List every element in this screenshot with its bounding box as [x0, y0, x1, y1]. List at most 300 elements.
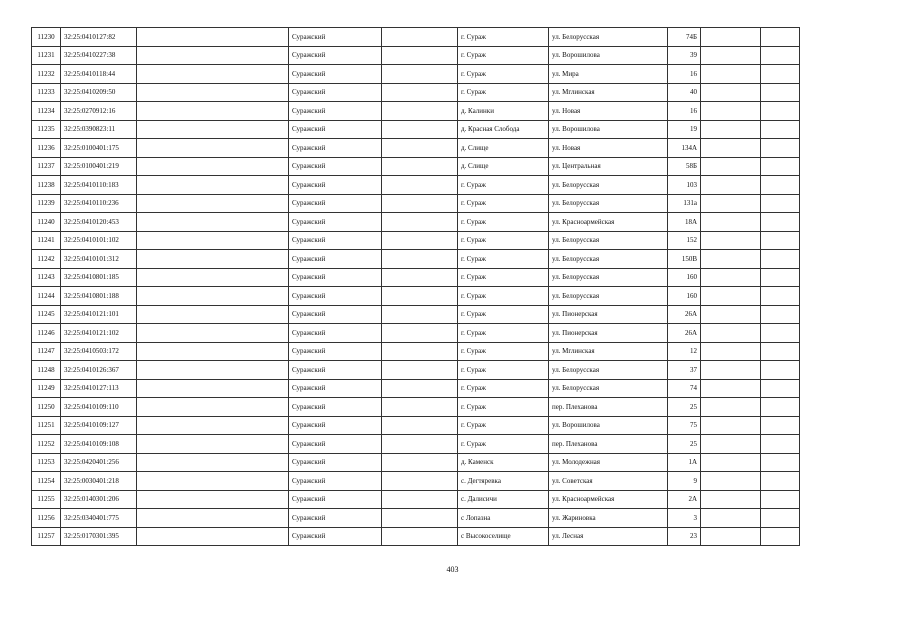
district-cell: Суражский: [289, 28, 382, 47]
district-cell: Суражский: [289, 120, 382, 139]
district-cell: Суражский: [289, 157, 382, 176]
empty-cell: [701, 102, 761, 121]
street-cell: ул. Белорусская: [549, 176, 668, 195]
district-cell: Суражский: [289, 139, 382, 158]
empty-cell: [382, 416, 458, 435]
page-number: 403: [446, 565, 459, 574]
cadastral-number-cell: 32:25:0410801:185: [61, 268, 137, 287]
street-cell: ул. Белорусская: [549, 250, 668, 269]
empty-cell: [137, 305, 289, 324]
street-cell: ул. Мглинская: [549, 342, 668, 361]
locality-cell: с. Дегтяревка: [458, 472, 549, 491]
empty-cell: [137, 379, 289, 398]
empty-cell: [761, 509, 800, 528]
locality-cell: г. Сураж: [458, 305, 549, 324]
row-number-cell: 11232: [32, 65, 61, 84]
table-row: [32, 527, 800, 546]
cadastral-number-cell: 32:25:0100401:175: [61, 139, 137, 158]
street-cell: ул. Белорусская: [549, 268, 668, 287]
empty-cell: [382, 342, 458, 361]
empty-cell: [382, 176, 458, 195]
table-row: [32, 416, 800, 435]
empty-cell: [701, 250, 761, 269]
empty-cell: [137, 83, 289, 102]
empty-cell: [701, 194, 761, 213]
street-cell: ул. Советская: [549, 472, 668, 491]
house-number-cell: 103: [668, 176, 701, 195]
row-number-cell: 11251: [32, 416, 61, 435]
table-row: [32, 324, 800, 343]
empty-cell: [701, 65, 761, 84]
empty-cell: [137, 342, 289, 361]
table-row: [32, 176, 800, 195]
table-row: [32, 342, 800, 361]
table-row: [32, 83, 800, 102]
row-number-cell: 11246: [32, 324, 61, 343]
house-number-cell: 40: [668, 83, 701, 102]
row-number-cell: 11248: [32, 361, 61, 380]
empty-cell: [137, 527, 289, 546]
district-cell: Суражский: [289, 527, 382, 546]
empty-cell: [761, 324, 800, 343]
locality-cell: г. Сураж: [458, 416, 549, 435]
table-row: [32, 102, 800, 121]
table-row: [32, 157, 800, 176]
empty-cell: [701, 28, 761, 47]
empty-cell: [137, 231, 289, 250]
street-cell: ул. Центральная: [549, 157, 668, 176]
empty-cell: [701, 490, 761, 509]
empty-cell: [701, 453, 761, 472]
district-cell: Суражский: [289, 102, 382, 121]
locality-cell: г. Сураж: [458, 250, 549, 269]
house-number-cell: 26А: [668, 324, 701, 343]
cadastral-number-cell: 32:25:0410126:367: [61, 361, 137, 380]
street-cell: ул. Молодежная: [549, 453, 668, 472]
locality-cell: г. Сураж: [458, 324, 549, 343]
row-number-cell: 11231: [32, 46, 61, 65]
empty-cell: [137, 268, 289, 287]
empty-cell: [701, 416, 761, 435]
cadastral-number-cell: 32:25:0410121:102: [61, 324, 137, 343]
empty-cell: [137, 324, 289, 343]
locality-cell: г. Сураж: [458, 194, 549, 213]
house-number-cell: 16: [668, 102, 701, 121]
cadastral-number-cell: 32:25:0140301:206: [61, 490, 137, 509]
empty-cell: [137, 194, 289, 213]
empty-cell: [761, 268, 800, 287]
house-number-cell: 12: [668, 342, 701, 361]
cadastral-number-cell: 32:25:0030401:218: [61, 472, 137, 491]
district-cell: Суражский: [289, 453, 382, 472]
empty-cell: [761, 472, 800, 491]
empty-cell: [382, 324, 458, 343]
empty-cell: [701, 398, 761, 417]
empty-cell: [382, 231, 458, 250]
empty-cell: [761, 28, 800, 47]
empty-cell: [761, 83, 800, 102]
locality-cell: г. Сураж: [458, 65, 549, 84]
empty-cell: [701, 157, 761, 176]
house-number-cell: 23: [668, 527, 701, 546]
row-number-cell: 11254: [32, 472, 61, 491]
row-number-cell: 11234: [32, 102, 61, 121]
empty-cell: [761, 194, 800, 213]
table-row: [32, 379, 800, 398]
empty-cell: [382, 213, 458, 232]
house-number-cell: 37: [668, 361, 701, 380]
cadastral-number-cell: 32:25:0410109:110: [61, 398, 137, 417]
street-cell: пер. Плеханова: [549, 398, 668, 417]
empty-cell: [382, 139, 458, 158]
table-row: [32, 268, 800, 287]
cadastral-number-cell: 32:25:0410120:453: [61, 213, 137, 232]
district-cell: Суражский: [289, 490, 382, 509]
street-cell: ул. Пионерская: [549, 324, 668, 343]
district-cell: Суражский: [289, 213, 382, 232]
cadastral-number-cell: 32:25:0420401:256: [61, 453, 137, 472]
cadastral-number-cell: 32:25:0410121:101: [61, 305, 137, 324]
table-row: [32, 287, 800, 306]
empty-cell: [701, 120, 761, 139]
empty-cell: [761, 435, 800, 454]
empty-cell: [382, 435, 458, 454]
empty-cell: [137, 46, 289, 65]
empty-cell: [761, 361, 800, 380]
locality-cell: г. Сураж: [458, 231, 549, 250]
empty-cell: [137, 398, 289, 417]
empty-cell: [137, 453, 289, 472]
empty-cell: [701, 361, 761, 380]
house-number-cell: 18А: [668, 213, 701, 232]
row-number-cell: 11253: [32, 453, 61, 472]
empty-cell: [701, 46, 761, 65]
district-cell: Суражский: [289, 509, 382, 528]
row-number-cell: 11256: [32, 509, 61, 528]
empty-cell: [137, 102, 289, 121]
empty-cell: [761, 379, 800, 398]
locality-cell: г. Сураж: [458, 213, 549, 232]
house-number-cell: 2А: [668, 490, 701, 509]
empty-cell: [137, 139, 289, 158]
house-number-cell: 74: [668, 379, 701, 398]
street-cell: ул. Белорусская: [549, 379, 668, 398]
row-number-cell: 11237: [32, 157, 61, 176]
cadastral-number-cell: 32:25:0410109:127: [61, 416, 137, 435]
district-cell: Суражский: [289, 342, 382, 361]
house-number-cell: 19: [668, 120, 701, 139]
street-cell: ул. Ворошилова: [549, 46, 668, 65]
empty-cell: [382, 28, 458, 47]
empty-cell: [137, 65, 289, 84]
house-number-cell: 9: [668, 472, 701, 491]
street-cell: ул. Лесная: [549, 527, 668, 546]
row-number-cell: 11236: [32, 139, 61, 158]
locality-cell: д. Каменск: [458, 453, 549, 472]
empty-cell: [701, 324, 761, 343]
street-cell: ул. Ворошилова: [549, 120, 668, 139]
locality-cell: г. Сураж: [458, 379, 549, 398]
empty-cell: [701, 139, 761, 158]
locality-cell: г. Сураж: [458, 83, 549, 102]
empty-cell: [701, 287, 761, 306]
street-cell: ул. Красноармейская: [549, 213, 668, 232]
district-cell: Суражский: [289, 46, 382, 65]
empty-cell: [382, 120, 458, 139]
table-row: [32, 65, 800, 84]
empty-cell: [761, 139, 800, 158]
district-cell: Суражский: [289, 416, 382, 435]
empty-cell: [382, 157, 458, 176]
house-number-cell: 1А: [668, 453, 701, 472]
cadastral-number-cell: 32:25:0340401:775: [61, 509, 137, 528]
empty-cell: [382, 268, 458, 287]
street-cell: ул. Мглинская: [549, 83, 668, 102]
house-number-cell: 25: [668, 435, 701, 454]
empty-cell: [761, 46, 800, 65]
district-cell: Суражский: [289, 83, 382, 102]
locality-cell: г. Сураж: [458, 287, 549, 306]
house-number-cell: 152: [668, 231, 701, 250]
district-cell: Суражский: [289, 250, 382, 269]
street-cell: ул. Новая: [549, 139, 668, 158]
cadastral-number-cell: 32:25:0410101:102: [61, 231, 137, 250]
street-cell: ул. Белорусская: [549, 287, 668, 306]
empty-cell: [761, 305, 800, 324]
empty-cell: [137, 176, 289, 195]
cadastral-number-cell: 32:25:0410503:172: [61, 342, 137, 361]
district-cell: Суражский: [289, 398, 382, 417]
house-number-cell: 134А: [668, 139, 701, 158]
table-row: [32, 490, 800, 509]
table-row: [32, 231, 800, 250]
row-number-cell: 11247: [32, 342, 61, 361]
table-row: [32, 46, 800, 65]
street-cell: ул. Мира: [549, 65, 668, 84]
cadastral-number-cell: 32:25:0170301:395: [61, 527, 137, 546]
table-row: [32, 472, 800, 491]
cadastral-number-cell: 32:25:0100401:219: [61, 157, 137, 176]
locality-cell: д. Красная Слобода: [458, 120, 549, 139]
empty-cell: [761, 527, 800, 546]
table-row: [32, 398, 800, 417]
cadastral-number-cell: 32:25:0410127:82: [61, 28, 137, 47]
locality-cell: г. Сураж: [458, 342, 549, 361]
empty-cell: [761, 157, 800, 176]
street-cell: ул. Белорусская: [549, 231, 668, 250]
empty-cell: [761, 416, 800, 435]
district-cell: Суражский: [289, 324, 382, 343]
cadastral-number-cell: 32:25:0410109:108: [61, 435, 137, 454]
house-number-cell: 26А: [668, 305, 701, 324]
district-cell: Суражский: [289, 305, 382, 324]
empty-cell: [382, 65, 458, 84]
empty-cell: [382, 305, 458, 324]
house-number-cell: 3: [668, 509, 701, 528]
empty-cell: [382, 509, 458, 528]
empty-cell: [382, 83, 458, 102]
district-cell: Суражский: [289, 65, 382, 84]
empty-cell: [382, 194, 458, 213]
empty-cell: [382, 453, 458, 472]
empty-cell: [761, 176, 800, 195]
register-table-body: [32, 28, 800, 546]
locality-cell: д. Слище: [458, 157, 549, 176]
table-row: [32, 250, 800, 269]
district-cell: Суражский: [289, 268, 382, 287]
table-row: [32, 435, 800, 454]
house-number-cell: 150В: [668, 250, 701, 269]
row-number-cell: 11255: [32, 490, 61, 509]
district-cell: Суражский: [289, 176, 382, 195]
district-cell: Суражский: [289, 287, 382, 306]
empty-cell: [382, 398, 458, 417]
house-number-cell: 25: [668, 398, 701, 417]
street-cell: ул. Ворошилова: [549, 416, 668, 435]
district-cell: Суражский: [289, 379, 382, 398]
empty-cell: [137, 416, 289, 435]
district-cell: Суражский: [289, 231, 382, 250]
empty-cell: [137, 213, 289, 232]
cadastral-number-cell: 32:25:0410227:38: [61, 46, 137, 65]
row-number-cell: 11250: [32, 398, 61, 417]
empty-cell: [382, 361, 458, 380]
locality-cell: г. Сураж: [458, 28, 549, 47]
empty-cell: [137, 472, 289, 491]
locality-cell: г. Сураж: [458, 46, 549, 65]
cadastral-number-cell: 32:25:0410101:312: [61, 250, 137, 269]
house-number-cell: 74Б: [668, 28, 701, 47]
table-row: [32, 120, 800, 139]
row-number-cell: 11243: [32, 268, 61, 287]
empty-cell: [382, 287, 458, 306]
district-cell: Суражский: [289, 194, 382, 213]
empty-cell: [761, 250, 800, 269]
cadastral-number-cell: 32:25:0410801:188: [61, 287, 137, 306]
row-number-cell: 11230: [32, 28, 61, 47]
street-cell: ул. Белорусская: [549, 361, 668, 380]
empty-cell: [761, 231, 800, 250]
empty-cell: [382, 250, 458, 269]
empty-cell: [382, 379, 458, 398]
street-cell: ул. Пионерская: [549, 305, 668, 324]
locality-cell: г. Сураж: [458, 268, 549, 287]
empty-cell: [701, 379, 761, 398]
empty-cell: [761, 398, 800, 417]
table-row: [32, 194, 800, 213]
empty-cell: [382, 527, 458, 546]
locality-cell: г. Сураж: [458, 176, 549, 195]
locality-cell: г. Сураж: [458, 435, 549, 454]
row-number-cell: 11242: [32, 250, 61, 269]
row-number-cell: 11244: [32, 287, 61, 306]
row-number-cell: 11238: [32, 176, 61, 195]
register-table: [31, 27, 800, 546]
empty-cell: [137, 287, 289, 306]
empty-cell: [701, 509, 761, 528]
table-row: [32, 213, 800, 232]
empty-cell: [761, 342, 800, 361]
locality-cell: с Лопазна: [458, 509, 549, 528]
empty-cell: [701, 231, 761, 250]
empty-cell: [382, 102, 458, 121]
empty-cell: [137, 490, 289, 509]
locality-cell: д. Калинки: [458, 102, 549, 121]
house-number-cell: 131а: [668, 194, 701, 213]
street-cell: пер. Плеханова: [549, 435, 668, 454]
row-number-cell: 11241: [32, 231, 61, 250]
table-row: [32, 139, 800, 158]
empty-cell: [761, 102, 800, 121]
cadastral-number-cell: 32:25:0270912:16: [61, 102, 137, 121]
locality-cell: д. Слище: [458, 139, 549, 158]
row-number-cell: 11235: [32, 120, 61, 139]
locality-cell: г. Сураж: [458, 398, 549, 417]
table-row: [32, 361, 800, 380]
empty-cell: [701, 472, 761, 491]
table-row: [32, 509, 800, 528]
row-number-cell: 11257: [32, 527, 61, 546]
house-number-cell: 58Б: [668, 157, 701, 176]
empty-cell: [137, 435, 289, 454]
empty-cell: [701, 435, 761, 454]
locality-cell: с Высокоселище: [458, 527, 549, 546]
cadastral-number-cell: 32:25:0390823:11: [61, 120, 137, 139]
empty-cell: [701, 83, 761, 102]
row-number-cell: 11249: [32, 379, 61, 398]
empty-cell: [382, 46, 458, 65]
empty-cell: [761, 120, 800, 139]
street-cell: ул. Белорусская: [549, 28, 668, 47]
empty-cell: [701, 342, 761, 361]
cadastral-number-cell: 32:25:0410110:236: [61, 194, 137, 213]
row-number-cell: 11240: [32, 213, 61, 232]
cadastral-number-cell: 32:25:0410127:113: [61, 379, 137, 398]
table-row: [32, 453, 800, 472]
cadastral-number-cell: 32:25:0410118:44: [61, 65, 137, 84]
house-number-cell: 160: [668, 287, 701, 306]
house-number-cell: 39: [668, 46, 701, 65]
street-cell: ул. Красноармейская: [549, 490, 668, 509]
empty-cell: [137, 361, 289, 380]
house-number-cell: 16: [668, 65, 701, 84]
district-cell: Суражский: [289, 435, 382, 454]
empty-cell: [137, 250, 289, 269]
house-number-cell: 75: [668, 416, 701, 435]
row-number-cell: 11233: [32, 83, 61, 102]
street-cell: ул. Белорусская: [549, 194, 668, 213]
empty-cell: [382, 490, 458, 509]
row-number-cell: 11252: [32, 435, 61, 454]
cadastral-number-cell: 32:25:0410209:50: [61, 83, 137, 102]
empty-cell: [761, 490, 800, 509]
empty-cell: [761, 213, 800, 232]
house-number-cell: 160: [668, 268, 701, 287]
street-cell: ул. Новая: [549, 102, 668, 121]
empty-cell: [701, 213, 761, 232]
locality-cell: г. Сураж: [458, 361, 549, 380]
locality-cell: с. Далисичи: [458, 490, 549, 509]
street-cell: ул. Жариновка: [549, 509, 668, 528]
table-row: [32, 305, 800, 324]
empty-cell: [137, 157, 289, 176]
empty-cell: [761, 453, 800, 472]
empty-cell: [701, 527, 761, 546]
empty-cell: [761, 65, 800, 84]
row-number-cell: 11245: [32, 305, 61, 324]
empty-cell: [137, 120, 289, 139]
empty-cell: [701, 268, 761, 287]
